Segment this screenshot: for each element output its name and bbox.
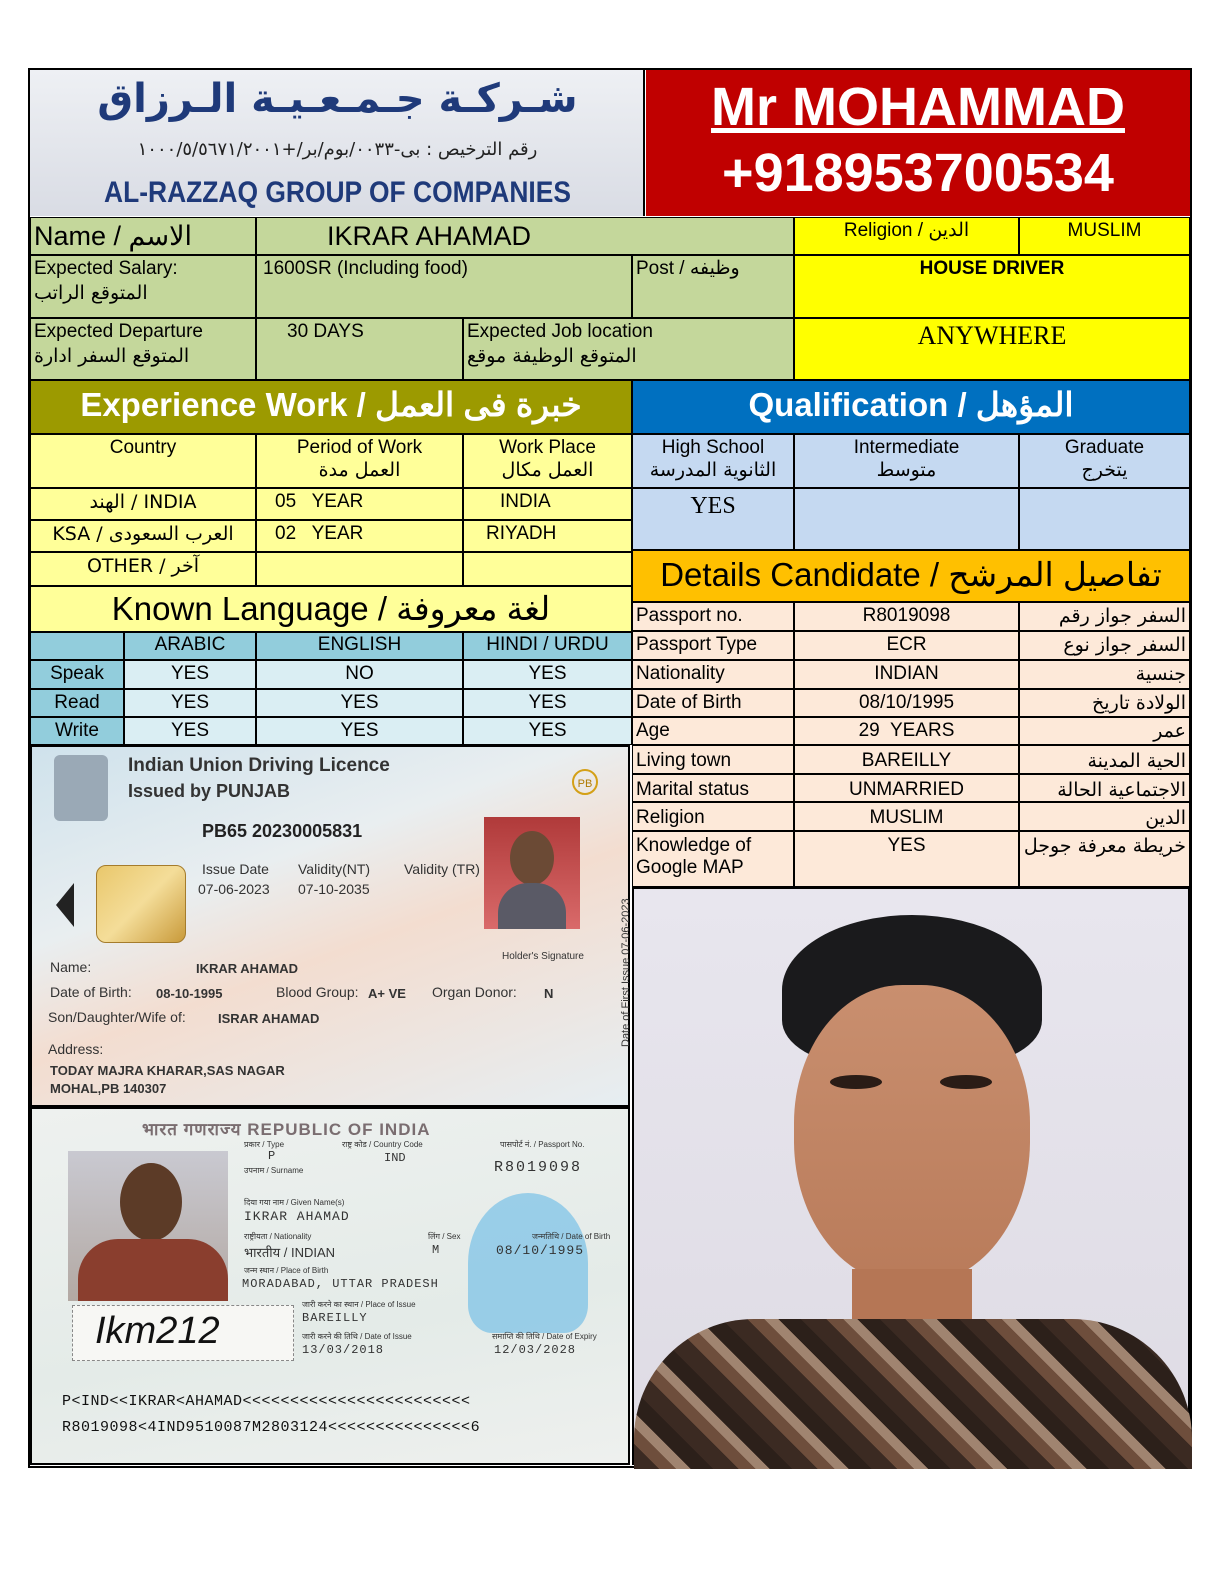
exp-row-3-period [256,552,463,586]
passport-signature: Ikm212 [95,1310,220,1352]
detail-age-label: Age [636,720,670,741]
job-location-value: ANYWHERE [917,321,1067,350]
passport-country: IND [384,1151,406,1165]
departure-value: 30 DAYS [287,321,364,342]
contact-phone: +918953700534 [722,143,1114,203]
detail-nationality-value: INDIAN [874,663,939,684]
lang-speak-english-text: NO [345,663,374,684]
qual-col-inter-label: Intermediate [853,437,960,458]
licence-son-label: Son/Daughter/Wife of: [48,1009,186,1025]
detail-row-7-ar [1019,774,1190,802]
licence-validity-nt: 07-10-2035 [298,881,370,897]
photo-eye-left [830,1075,882,1089]
passport-photo [68,1151,228,1301]
company-logo-block [30,70,645,216]
passport-doe-label: समाप्ति की तिथि / Date of Expiry [492,1332,597,1341]
religion-label: Religion / الدين [843,220,970,241]
post-label: Post / وظيفه [636,258,740,279]
qualification-title: Qualification / المؤهل [748,386,1074,423]
licence-address-1: TODAY MAJRA KHARAR,SAS NAGAR [50,1063,285,1078]
salary-value: 1600SR (Including food) [263,258,468,279]
detail-religion-ar: الدين [1145,807,1186,829]
detail-row-4-ar [1019,689,1190,717]
detail-row-3-label [632,660,794,689]
departure-label: Expected Departure [34,321,203,342]
language-title: Known Language / لغة معروفة [111,590,551,627]
detail-row-6-ar [1019,745,1190,774]
detail-row-4-value [794,689,1019,717]
exp-row-3-period-text [257,553,462,557]
licence-holder-photo [484,817,580,929]
lang-corner [30,632,124,660]
passport-ghost-photo [468,1193,588,1333]
licence-organ-label: Organ Donor: [432,984,517,1000]
detail-marital-label: Marital status [636,779,749,800]
detail-passport-type-ar: السفر جواز نوع [1063,634,1186,656]
passport-header: भारत गणराज्य REPUBLIC OF INDIA [142,1120,431,1139]
experience-header [30,380,632,434]
detail-row-7-value [794,774,1019,802]
departure-value-cell [256,318,463,380]
detail-dob-ar: الولادة تاريخ [1092,692,1186,714]
qual-col-high-label-ar: الثانوية المدرسة [649,459,777,481]
lang-row-read-label [30,689,124,717]
licence-issued: Issued by PUNJAB [128,781,291,801]
post-label-cell [632,255,794,318]
lang-read-hindi [463,689,632,717]
detail-row-5-ar [1019,717,1190,745]
lang-row-speak-label [30,660,124,689]
passport-sex: M [432,1243,440,1257]
contact-name: Mr MOHAMMAD [711,77,1125,137]
licence-number: PB65 20230005831 [202,821,363,841]
qual-grad-value [1020,489,1189,493]
detail-row-8-value [794,802,1019,831]
religion-value-cell [1019,217,1190,255]
qual-col-inter-label-ar: متوسط [876,459,937,481]
exp-row-2-place-text: RIYADH [486,523,557,544]
exp-row-3-place [463,552,632,586]
lang-write-arabic-text: YES [170,720,210,741]
exp-row-3-country [30,552,256,586]
detail-row-2-label [632,631,794,660]
detail-row-1-label [632,602,794,631]
lang-read-arabic-text: YES [170,692,210,713]
qual-col-high [632,434,794,488]
passport-doi: 13/03/2018 [302,1343,385,1357]
passport-sex-label: लिंग / Sex [428,1232,461,1241]
exp-row-1-place [463,488,632,520]
lang-row-speak-label-text: Speak [50,663,104,684]
qual-col-high-label: High School [661,437,765,458]
detail-age-value: 29 YEARS [858,720,955,741]
detail-row-9-label [632,831,794,887]
exp-row-1-country-text: الهند / INDIA [89,491,197,513]
detail-religion-value: MUSLIM [869,807,944,828]
licence-name: IKRAR AHAMAD [196,961,299,976]
licence-holder-sig: Holder's Signature [502,951,584,962]
name-label: Name / الاسم [34,221,193,251]
lang-read-hindi-text: YES [528,692,567,713]
detail-row-4-label [632,689,794,717]
post-value: HOUSE DRIVER [919,258,1065,279]
post-value-cell [794,255,1190,318]
lang-speak-english [256,660,463,689]
licence-validity-nt-label: Validity(NT) [298,861,371,877]
salary-label-cell [30,255,256,318]
exp-col-period-label-ar: العمل مدة [318,459,401,481]
company-english-name: AL-RAZZAQ GROUP OF COMPANIES [104,176,571,209]
licence-first-issue: Date of First Issue 07-06-2023 [620,898,632,1047]
passport-type: P [268,1149,276,1163]
passport-given: IKRAR AHAMAD [244,1209,350,1224]
lang-col-arabic-label: ARABIC [154,634,226,655]
departure-label-cell [30,318,256,380]
detail-passport-ar: السفر جواز رقم [1058,605,1186,627]
arrow-left-icon [56,883,74,927]
detail-town-value: BAREILLY [861,750,952,771]
detail-passport-type-value: ECR [886,634,927,655]
detail-map-ar: خريطة معرفة جوجل [1023,835,1186,857]
lang-write-hindi [463,717,632,745]
detail-row-8-ar [1019,802,1190,831]
lang-col-hindi [463,632,632,660]
detail-row-9-value [794,831,1019,887]
experience-title: Experience Work / خبرة فى العمل [80,386,582,423]
passport-dob-label: जन्मतिथि / Date of Birth [532,1232,611,1241]
licence-title: Indian Union Driving Licence [128,755,390,776]
detail-row-2-ar [1019,631,1190,660]
detail-row-2-value [794,631,1019,660]
lang-read-english-text: YES [340,692,379,713]
passport-mrz-1: P<IND<<IKRAR<AHAMAD<<<<<<<<<<<<<<<<<<<<<<<< [62,1393,471,1410]
exp-row-3-place-text [464,553,631,557]
licence-dob: 08-10-1995 [156,986,223,1001]
passport-surname-label: उपनाम / Surname [244,1166,304,1175]
salary-label: Expected Salary: [34,258,178,279]
detail-town-label: Living town [636,750,732,771]
exp-row-1-period [256,488,463,520]
detail-marital-ar: الاجتماعية الحالة [1057,779,1186,801]
exp-row-3-country-text: OTHER / آخر [86,555,200,577]
passport-pob-label: जन्म स्थान / Place of Birth [244,1266,329,1275]
licence-address-label: Address: [48,1041,104,1057]
exp-row-2-period-text: 02 YEAR [275,523,364,544]
licence-blood: A+ VE [368,986,406,1001]
exp-col-period-label: Period of Work [296,437,423,458]
licence-organ: N [544,986,554,1001]
name-value: IKRAR AHAMAD [327,221,532,251]
candidate-photo [632,887,1190,1465]
licence-son: ISRAR AHAMAD [218,1011,320,1026]
lang-row-write-label [30,717,124,745]
detail-row-6-label [632,745,794,774]
qual-col-grad [1019,434,1190,488]
detail-dob-label: Date of Birth [636,692,742,713]
name-label-cell [30,217,256,255]
lang-speak-arabic-text: YES [170,663,210,684]
photo-face [794,985,1030,1285]
passport-doi-label: जारी करने की तिथि / Date of Issue [302,1332,412,1341]
qual-grad-value-cell [1019,488,1190,550]
qual-high-value-cell [632,488,794,550]
company-license-line: رقم الترخيص : بى-٠٠٣٣/بوم/بر/+١٠٠٠/٥/٥٦٧١/٢٠٠١ [137,139,538,160]
lang-read-arabic [124,689,256,717]
job-location-label-ar: المتوقع الوظيفة موقع [467,345,637,367]
detail-age-ar: عمر [1153,720,1186,742]
detail-row-3-value [794,660,1019,689]
details-header [632,550,1190,602]
exp-row-1-period-text: 05 YEAR [275,491,364,512]
contact-block [646,70,1190,216]
qual-high-value: YES [690,493,736,519]
photo-eye-right [940,1075,992,1089]
lang-write-english-text: YES [340,720,379,741]
company-arabic-name: شـركـة جـمـعـيـة الـرزاق [97,76,578,122]
lang-row-write-label-text: Write [55,720,99,741]
exp-row-1-country [30,488,256,520]
lang-col-english [256,632,463,660]
detail-passport-label: Passport no. [636,605,743,626]
religion-label-cell [794,217,1019,255]
exp-col-place [463,434,632,488]
passport-mrz-2: R8019098<4IND9510087M2803124<<<<<<<<<<<<<<<6 [62,1419,481,1436]
licence-state-code: PB [577,778,593,790]
emblem-icon [54,755,108,821]
exp-col-place-label: Work Place [499,437,596,458]
qual-col-inter [794,434,1019,488]
licence-dob-label: Date of Birth: [50,984,132,1000]
passport-country-label: राष्ट्र कोड / Country Code [342,1140,423,1149]
exp-row-2-place [463,520,632,552]
lang-col-arabic [124,632,256,660]
detail-row-8-label [632,802,794,831]
name-value-cell [256,217,794,255]
licence-issue-label: Issue Date [202,861,269,877]
job-location-label: Expected Job location [467,321,653,342]
job-location-label-cell [463,318,794,380]
detail-map-value: YES [887,835,926,856]
photo-shirt [634,1319,1192,1469]
licence-state-badge [572,769,598,795]
exp-row-2-period [256,520,463,552]
detail-row-3-ar [1019,660,1190,689]
detail-row-1-ar [1019,602,1190,631]
exp-row-1-place-text: INDIA [500,491,551,512]
detail-row-9-ar [1019,831,1190,887]
passport-doe: 12/03/2028 [494,1343,577,1357]
passport-no-label: पासपोर्ट नं. / Passport No. [500,1140,585,1149]
detail-row-5-value [794,717,1019,745]
qual-inter-value-cell [794,488,1019,550]
licence-validity-tr-label: Validity (TR) [404,861,480,877]
salary-value-cell [256,255,632,318]
language-header [30,586,632,632]
exp-row-2-country-text: KSA / العرب السعودى [52,523,234,545]
lang-speak-hindi [463,660,632,689]
lang-col-hindi-label: HINDI / URDU [486,634,609,655]
passport-page [30,1107,630,1465]
lang-write-arabic [124,717,256,745]
qual-col-grad-label: Graduate [1064,437,1145,458]
job-location-value-cell [794,318,1190,380]
lang-speak-arabic [124,660,256,689]
details-title: Details Candidate / تفاصيل المرشح [660,556,1162,593]
passport-nationality-label: राष्ट्रीयता / Nationality [244,1232,312,1241]
passport-given-label: दिया गया नाम / Given Name(s) [244,1198,345,1207]
passport-nationality: भारतीय / INDIAN [244,1245,336,1260]
licence-name-label: Name: [50,959,92,975]
detail-dob-value: 08/10/1995 [858,692,955,713]
passport-dob: 08/10/1995 [496,1243,585,1258]
exp-col-country [30,434,256,488]
detail-row-1-value [794,602,1019,631]
lang-speak-hindi-text: YES [528,663,567,684]
lang-col-english-label: ENGLISH [317,634,402,655]
detail-town-ar: الحية المدينة [1087,750,1186,772]
licence-issue-date: 07-06-2023 [198,881,270,897]
passport-signature-box [72,1305,294,1361]
detail-passport-value: R8019098 [862,605,951,626]
detail-row-7-label [632,774,794,802]
salary-label-ar: المتوقع الراتب [34,282,148,304]
detail-nationality-label: Nationality [636,663,725,684]
qualification-header [632,380,1190,434]
passport-no: R8019098 [494,1159,583,1176]
licence-blood-label: Blood Group: [276,984,359,1000]
exp-col-period [256,434,463,488]
detail-marital-value: UNMARRIED [848,779,965,800]
exp-row-2-country [30,520,256,552]
passport-type-label: प्रकार / Type [244,1140,285,1149]
lang-read-english [256,689,463,717]
religion-value: MUSLIM [1067,220,1142,241]
exp-col-place-label-ar: العمل مكال [501,459,594,481]
departure-label-ar: المتوقع السفر ادارة [34,345,190,367]
lang-row-read-label-text: Read [54,692,100,713]
qual-inter-value [795,489,1018,493]
passport-pob: MORADABAD, UTTAR PRADESH [242,1277,439,1291]
detail-nationality-ar: جنسية [1135,663,1186,685]
qual-col-grad-label-ar: يتخرج [1081,459,1128,481]
chip-icon [96,865,186,943]
lang-write-hindi-text: YES [528,720,567,741]
driving-licence-card [30,745,630,1107]
detail-religion-label: Religion [636,807,705,828]
detail-passport-type-label: Passport Type [636,634,758,655]
licence-address-2: MOHAL,PB 140307 [50,1081,167,1096]
passport-poi: BAREILLY [302,1311,368,1325]
passport-poi-label: जारी करने का स्थान / Place of Issue [302,1300,416,1309]
detail-row-5-label [632,717,794,745]
detail-map-label: Knowledge of Google MAP [636,835,752,878]
detail-row-6-value [794,745,1019,774]
lang-write-english [256,717,463,745]
exp-col-country-label: Country [109,437,177,458]
